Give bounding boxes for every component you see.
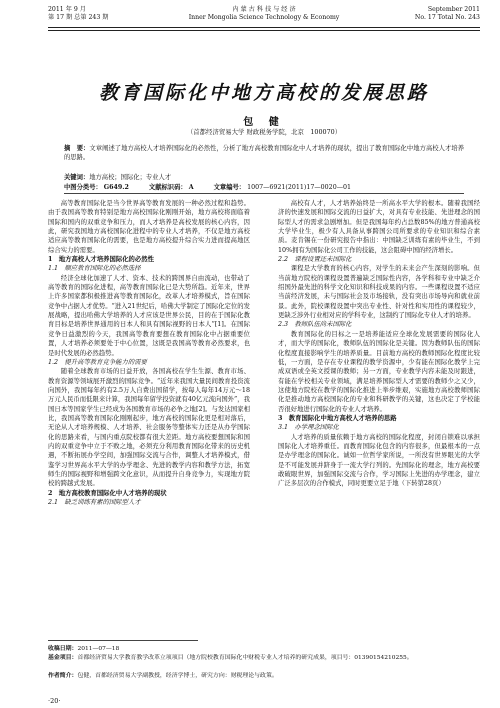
author-bio-label: 作者简介： [48,672,78,679]
header-date-cn: 2011 年 9 月 [48,6,86,13]
right-col-subsection-heading: 2.2 课程设置还未国际化 [278,256,352,264]
abstract-label: 摘 要： [64,145,90,152]
keywords-label: 关键词： [64,174,90,181]
author-bio-value: 包健，首都经济贸易大学副教授，经济学博士，研究方向：财税理论与政策。 [77,673,278,679]
abstract-text: 文章阐述了地方高校人才培养国际化的必然性，分析了地方高校教育国际化中人才培养的现状，提出了教育国际化中地方高校人才培养的思路。 [64,145,465,162]
left-col-subsection-heading: 1.1 顺应教育国际化的必然选择 [48,265,141,273]
fund-label: 基金项目： [48,654,78,661]
footnote-author-bio [48,672,480,680]
clc-number [64,184,129,191]
page-number: ·20· [48,697,61,705]
classification-line [64,182,464,191]
author-affiliation: （首都经济贸易大学 财政税务学院，北京 100070） [186,128,342,136]
article-title: 教育国际化中地方高校的发展思路 [98,82,429,104]
left-col-paragraph: 随着全球教育市场的日益开放，各国高校在学生生源、教育市场、教育资源等领域展开激烈的国际竞争。“近年来我国大量民间教育投资流向国外，我国每年约有2.5万人自费出国留学，按每人每年14万元～18万元人民币而低限来计算，我国每年留学投资就有40亿元流向国外”，我国日本等国家学生已经成为各国教育市场的必争之地[2]。与发达国家相比，我国高等教育国际化刚刚起步，地方高校的国际化更是相对落后，无论从人才培养规模、人才培养、社会服务等整体实力还是从办学国际化的思路来看，与国内重点院校都有很大差距。地方高校要想国际和国内的双重竞争中立于不败之地，必须充分利用教育国际化带来的历史机遇，不断拓展办学空间，加强国际交流与合作，调整人才培养模式，借鉴学习世界高水平大学的办学理念、先进的教学内容和教学方法，拓宽师生的国际视野和增强跨文化意识，从而提升自身竞争力，实现地方院校的跨越式发展。 [48,368,250,488]
header-number-en: No. 17 Total No. 243 [414,14,480,21]
left-col-section-heading: 2 地方高校教育国际化中人才培养的现状 [48,489,167,497]
left-col-section-heading: 1 地方高校人才培养国际化的必然性 [48,256,154,264]
header-journal-cn: 内 蒙 古 科 技 与 经 济 [232,6,296,13]
doc-code-value: A [188,184,194,191]
fund-value: 首都经济贸易大学教育教学改革立项项目（地方院校教育国际化中财税专业人才培养的研究成果，项目号：01390154210255。 [77,655,413,661]
abstract [64,144,464,162]
header-rule-thick [48,27,480,28]
right-col-paragraph: 人才培养的质量依赖于地方高校的国际化程度，封闭自锁难以承担国际化人才培养重任。而教育国际化包含的内容很多，但最根本的一点是办学理念的国际化。诚如一位哲学家所说，一所没有世界眼光的大学是不可能发展并跻身于一流大学行列的。先国际化的理念，地方高校要敢破眼世界，加强国际交流与合作，学习国际上先进的办学理念，建立广泛多层次的合作模式，同时更要立足于地（下转第28页） [278,433,480,488]
doc-code-label: 文献标识码： [148,184,187,191]
footnote-rule [48,640,198,641]
article-author: 包 健 [243,117,285,128]
clc-value: G649.2 [103,184,129,191]
right-col-section-heading: 3 教育国际化中地方高校人才培养的思路 [278,414,397,422]
body-column-left [48,199,250,507]
article-no-label: 文章编号： [213,184,246,191]
header-issue-en [415,6,480,22]
article-number [214,184,369,191]
received-label: 收稿日期： [48,645,78,652]
right-col-paragraph: 高校有人才，人才培养始终是一所高水平大学的根本。随着我国经济的快速发展和国际交流的日益扩大，对具有专业技能、先进理念的国际型人才的需求急剧增加。但是我国每年约占总数85%的地方普通高校大学毕业生，极少有人具备从事跨国公司所要求的专业知识和综合素质。麦肯锡在一份研究报告中指出：中国缺乏训练有素的毕业生，不到10%拥有为国际化公司工作的技能，这会阻碍中国的经济增长。 [278,200,480,254]
right-col-paragraph: 教育国际化的目标之一是培养能适应全球化发展需要的国际化人才，而大学的国际化，教师队伍的国际化是关键。因为教师队伍的国际化程度直接影响学生的培养质量。目前地方高校的教师国际化程度比较低，一方面，是存在专业课程的教学资源中，少有能在国际化教学上完成双语或全英文授课的教师；另一方面，专业教学内容未能及时跟进，有能在学校相关专业领域，满足培养国际型人才需要的教师少之又少，这使地方院校在教学的国际化推进上举步维艰，实施地方高校教师国际化是推动地方高校国际化的专业和科研教学的关键，这也决定了学校能否很好地进行国际化的专业人才培养。 [278,330,480,413]
footnote-fund [48,654,480,662]
left-col-paragraph: 经济全球化加速了人才、资本、技术的跨国界自由流动，也带动了高等教育的国际化进程，高等教育国际化已是大势所趋。近年来，世界上许多国家都积极推进高等教育国际化，改革人才培养模式，旨在国际竞争中占据人才优势。“进入21世纪后，哈佛大学制定了国际化定位的发展战略，提出哈佛大学培养的人才应该是世界公民，目的在于国际化教育目标是培养世界通用的日本人和具有国际视野的日本人”[1]。在国际竞争日益激烈的今天，我国高等教育要想在教育国际化中占据重要位置，人才培养必须要处于中心位置，这既是我国高等教育必然要求，也是时代发展的必然趋势。 [48,274,250,357]
right-col-paragraph: 课程是大学教育的核心内容，对学生的未来会产生深刻的影响。但当前地方院校的课程设置普遍缺乏国际性内容，各学科和专业中缺乏介绍国外最先进的科学文化知识和科技成果的内容。一些课程设置不适应当前经济发展，未与国际社会及市场接轨，没有突出市场导向和就业前景。此外，院校课程设置中突出专业性、针对性和实用性的课程较少，更缺乏涉外行业相对应的学科专业，这制约了国际化专业人才的培养。 [278,265,480,320]
header-journal-en: Inner Mongolia Science Technology & Economy [188,14,340,21]
running-header [48,6,480,28]
left-col-subsection-heading: 2.1 缺乏训练有素的国际型人才 [48,499,141,506]
right-col-subsection-heading: 2.3 教师队伍尚未国际化 [278,321,352,329]
clc-label: 中图分类号： [64,184,102,191]
keywords-text: 地方高校；国际化；专业人才 [89,174,172,181]
header-date-en: September 2011 [427,6,480,13]
keywords [64,172,464,181]
received-value: 2011—07—18 [77,646,120,652]
left-col-subsection-heading: 1.2 提升高等教育竞争能力的需要 [48,358,147,366]
left-col-paragraph: 高等教育国际化是当今世界高等教育发展的一种必然过程和趋势。由于我国高等教育特别是地方高校国际化刚刚开始，地方高校将面临着国际和国内的双重竞争和压力，而人才培养是高校发展的核心内容，因此，研究我国地方高校国际化进程中的专业人才培养，不仅是地方高校适应高等教育国际化的需要，也是地方高校提升综合实力进而提高地区综合实力的需要。 [48,200,250,254]
header-issue-cn: 第 17 期 总第 243 期 [48,14,109,21]
article-no-value: 1007—6921(2011)17—0020—01 [247,184,352,191]
document-code [149,184,194,191]
footnote-received [48,645,480,653]
abstract-divider [64,193,464,194]
body-column-right [278,199,480,489]
right-col-subsection-heading: 3.1 办学理念国际化 [278,424,339,432]
header-rule-thin [48,30,480,31]
